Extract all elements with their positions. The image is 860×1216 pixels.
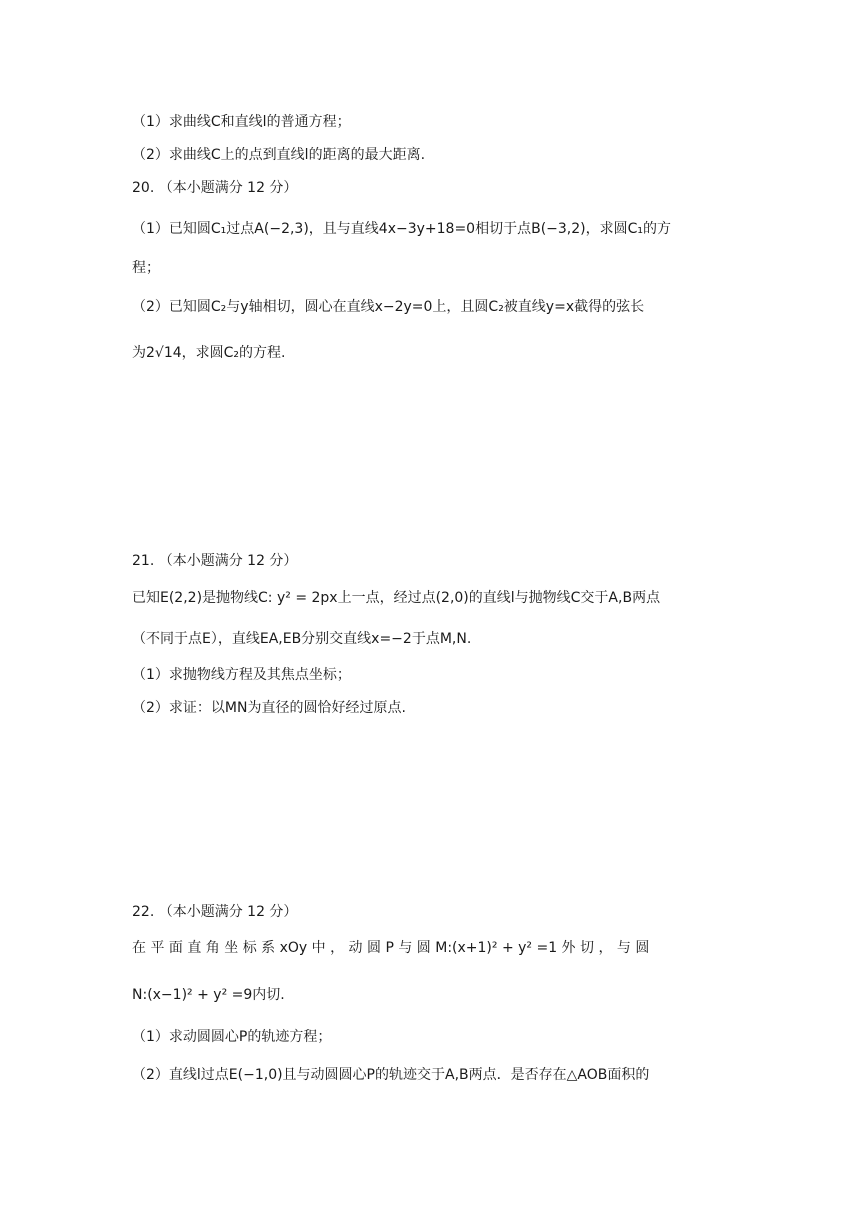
q22-stem-line2: N:(x−1)² + y² =9内切. <box>132 987 285 1003</box>
q19-part1: （1）求曲线C和直线l的普通方程； <box>132 114 351 130</box>
q21-part2: （2）求证：以MN为直径的圆恰好经过原点. <box>132 700 406 716</box>
q21-stem-line2: （不同于点E），直线EA,EB分别交直线x=−2于点M,N. <box>132 631 472 647</box>
q22-part2: （2）直线l过点E(−1,0)且与动圆圆心P的轨迹交于A,B两点．是否存在△AOB面积的 <box>132 1067 650 1083</box>
q20-part1-line1: （1）已知圆C₁过点A(−2,3)，且与直线4x−3y+18=0相切于点B(−3,2)，求圆C₁的方 <box>132 221 671 237</box>
q20-part1-line2: 程； <box>132 260 160 276</box>
q21-header: 21. （本小题满分 12 分） <box>132 553 298 569</box>
q20-part2-line2: 为2√14，求圆C₂的方程. <box>132 345 286 361</box>
q21-stem-line1: 已知E(2,2)是抛物线C: y² = 2px上一点，经过点(2,0)的直线l与抛物线C交于A,B两点 <box>132 590 661 606</box>
q22-header: 22. （本小题满分 12 分） <box>132 904 298 920</box>
q19-part2: （2）求曲线C上的点到直线l的距离的最大距离. <box>132 147 426 163</box>
q22-part1: （1）求动圆圆心P的轨迹方程； <box>132 1029 332 1045</box>
q21-part1: （1）求抛物线方程及其焦点坐标； <box>132 667 351 683</box>
q20-part2-line1: （2）已知圆C₂与y轴相切，圆心在直线x−2y=0上，且圆C₂被直线y=x截得的弦长 <box>132 299 645 315</box>
q20-header: 20. （本小题满分 12 分） <box>132 180 298 196</box>
q22-stem-line1: 在 平 面 直 角 坐 标 系 xOy 中 ， 动 圆 P 与 圆 M:(x+1)² + y² =1 外 切 ， 与 圆 <box>132 940 650 956</box>
